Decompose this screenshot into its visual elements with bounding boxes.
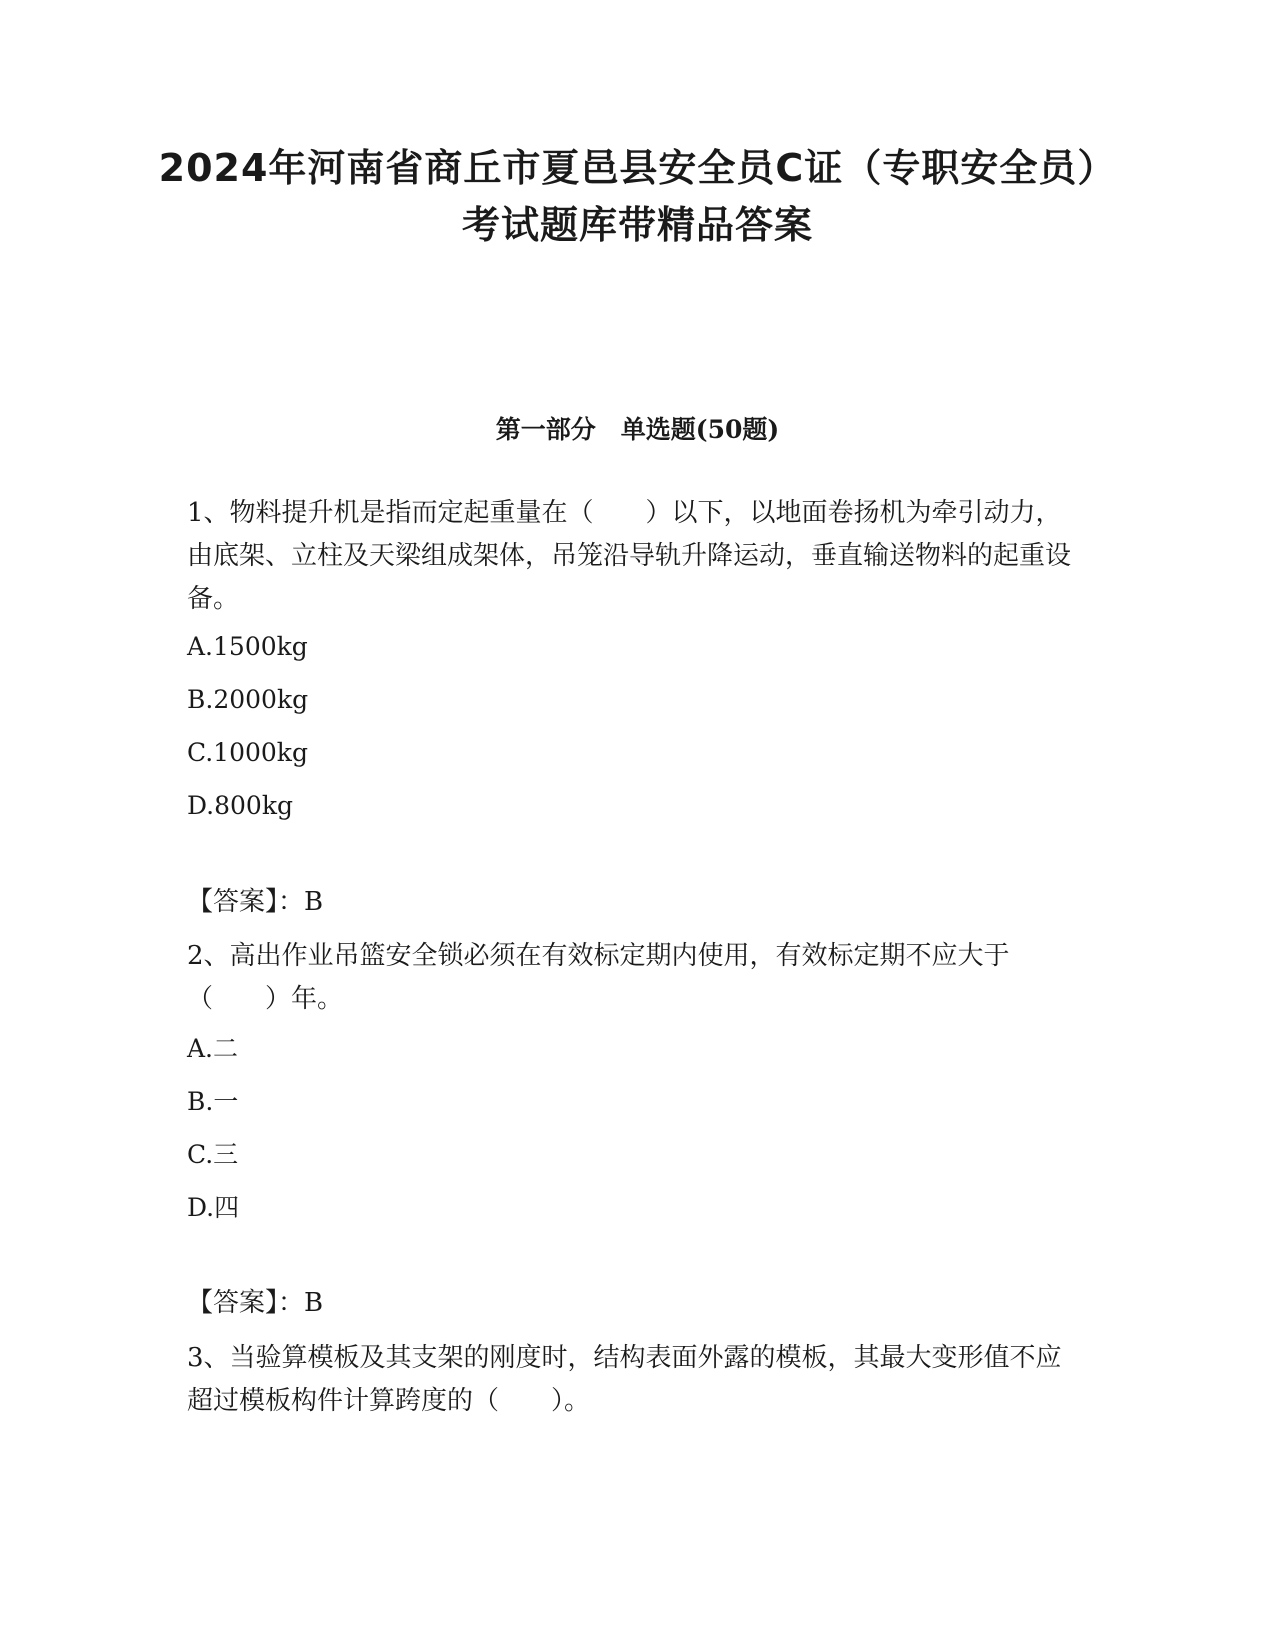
question-1-text: 1、物料提升机是指而定起重量在（ ）以下，以地面卷扬机为牵引动力，由底架、立柱及天梁组成架体，吊笼沿导轨升降运动，垂直输送物料的起重设备。 <box>187 498 1072 614</box>
question-2-option-b: B.一 <box>187 1087 239 1116</box>
question-3-text: 3、当验算模板及其支架的刚度时，结构表面外露的模板，其最大变形值不应超过模板构件计算跨度的（ ）。 <box>187 1343 1062 1416</box>
question-1-option-a: A.1500kg <box>187 632 308 661</box>
question-1-answer: 【答案】：B <box>187 887 324 917</box>
question-2-answer: 【答案】：B <box>187 1288 324 1318</box>
question-1-option-b: B.2000kg <box>187 685 309 714</box>
section-heading: 第一部分 单选题(50题) <box>495 415 780 444</box>
question-1-option-c: C.1000kg <box>187 738 308 767</box>
question-2-text: 2、高出作业吊篮安全锁必须在有效标定期内使用，有效标定期不应大于（ ）年。 <box>187 941 1010 1014</box>
question-2-option-d: D.四 <box>187 1193 240 1222</box>
question-1-option-d: D.800kg <box>187 791 293 820</box>
question-2-option-a: A.二 <box>187 1034 239 1063</box>
document-title: 2024年河南省商丘市夏邑县安全员C证（专职安全员）考试题库带精品答案 <box>158 146 1117 247</box>
question-2-option-c: C.三 <box>187 1140 239 1169</box>
